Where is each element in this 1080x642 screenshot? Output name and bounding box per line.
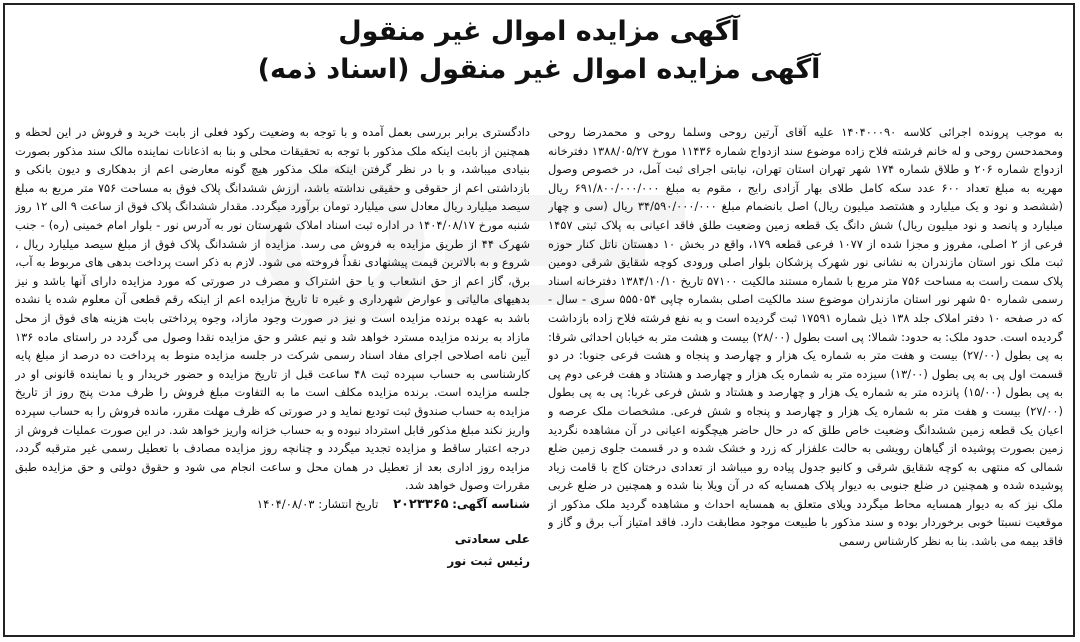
notice-body [15,123,1063,629]
signer-name: علی سعادتی [454,532,530,547]
notice-frame [3,3,1075,637]
body-paragraph-right: به موجب پرونده اجرائی کلاسه ۱۴۰۴۰۰۰۹۰ علیه آقای آرتین روحی وسلما روحی و محمدرضا روحی ومحمدحسن روحی و له خانم فرشته فلاح زاده موضوع سند ازدواج شماره ۱۱۴۳۶ مورخ ۱۳۸۸/۰۵/۲۷ دفترخانه ازدواج شماره ۲۰۶ و طلاق شماره ۱۷۴ شهر تهران استان تهران، نیابتی اجرای ثبت آمل، در خصوص وصول مهریه به مبلغ تعداد ۶۰۰ عدد سکه کامل طلای بهار آزادی رایج ، مقوم به مبلغ ۶۹۱/۸۰۰/۰۰۰/۰۰۰ ریال (ششصد و نود و یک میلیارد و هشتصد میلیون ریال) اصل بانضمام مبلغ ۳۴/۵۹۰/۰۰۰/۰۰۰ ریال (سی و چهار میلیارد و پانصد و نود میلیون ریال) شش دانگ یک قطعه زمین وضعیت طلق فاقد اعیانی به پلاک ثبتی ۱۴۵۷ فرعی از ۲ اصلی، مفروز و مجزا شده از ۱۰۷۷ فرعی قطعه ۱۷۹، واقع در بخش ۱۰ دهستان ناتل کنار حوزه ثبت ملک نور استان مازندران به نشانی نور شهرک پزشکان بلوار اصلی ورودی کوچه شقایق شرقی دومین پلاک سمت راست به مساحت ۷۵۶ متر مربع با شماره مستند مالکیت ۵۷۱۰۰ تاریخ ۱۳۸۴/۱۰/۱۰ دفترخانه اسناد رسمی شماره ۵۰ شهر نور استان مازندران موضوع سند مالکیت اصلی بشماره چاپی ۵۵۵۰۵۴ سری - سال - که در صفحه ۱۰ دفتر املاک جلد ۱۳۸ ذیل شماره ۱۷۵۹۱ ثبت گردیده است و به نفع فرشته فلاح زاده بازداشت گردیده است. حدود ملک: به حدود: شمالا: پی است بطول (۲۸/۰۰) بیست و هشت متر به خیابان احداثی شرقا: به پی بطول (۲۷/۰۰) بیست و هفت متر به شماره یک هزار و چهارصد و پنجاه و هشت فرعی جنوبا: در دو قسمت اول پی به پی بطول (۱۳/۰۰) سیزده متر به شماره یک هزار و چهارصد و هشتاد و هفت فرعی دوم پی به پی بطول (۱۵/۰۰) پانزده متر به شماره یک هزار و چهارصد و هشتاد و شش فرعی غربا: پی به پی بطول (۲۷/۰۰) بیست و هفت متر به شماره یک هزار و چهارصد و پنجاه و شش فرعی. مشخصات ملک عرصه و اعیان یک قطعه زمین ششدانگ وضعیت خاص طلق که در حال حاضر هیچگونه اعیانی در آن مشاهده نگردید زمین بصورت پوشیده از گیاهان رویشی به حالت علفزار که زرد و خشک شده و در قسمت جلوی زمین ضلع شمالی که منتهی به کوچه شقایق شرقی و کانیو جدول پیاده رو میباشد از تعدادی درختان کاج با قامت زیاد پوشیده شده و همچنین در ضلع جنوبی به دیوار پلاک همسایه که در آن ویلا بنا شده و همچنین در ضلع غربی ملک نیز که به دیوار همسایه محاط میگردد ویلای متعلق به همسایه احداث و مشاهده گردید ملک مذکور از موقعیت نسبتا خوبی برخوردار بوده و سند مذکور با طبیعت موجود مطابقت دارد. فاقد امتیاز آب برق و گاز و فاقد بیمه می باشد. بنا به نظر کارشناس رسمی [548,125,1063,549]
notice-meta [15,495,530,515]
body-column-right [548,123,1063,629]
body-paragraph-left: دادگستری برابر بررسی بعمل آمده و با توجه به وضعیت رکود فعلی از بابت خرید و فروش در این لحظه و همچنین از بابت اینکه ملک مذکور با توجه به تحقیقات محلی و بنا به اذعانات نماینده مالک سند مذکور بصورت بنیادی میباشد، و با در نظر گرفتن اینکه ملک مذکور هیچ گونه معارضی اعم از بدهکاری و دیون بانکی و بازداشتی اعم از حقوقی و حقیقی نداشته باشد، ارزش ششدانگ پلاک فوق به مساحت ۷۵۶ متر مربع به مبلغ سیصد میلیارد ریال معادل سی میلیارد تومان برآورد میگردد. مقدار ششدانگ پلاک فوق از ساعت ۹ الی ۱۲ روز شنبه مورخ ۱۴۰۴/۰۸/۱۷ در اداره ثبت اسناد املاک شهرستان نور به آدرس نور - بلوار امام خمینی (ره) - جنب شهرک ۴۴ از طریق مزایده به فروش می رسد. مزایده از ششدانگ پلاک فوق از مبلغ سیصد میلیارد ریال ، شروع و به بالاترین قیمت پیشنهادی نقداً فروخته می شود. لازم به ذکر است پرداخت بدهی های مربوط به آب، برق، گاز اعم از حق انشعاب و یا حق اشتراک و مصرف در صورتی که مورد مزایده دارای آنها باشد و نیز بدهیهای مالیاتی و عوارض شهرداری و غیره تا تاریخ مزایده اعم از اینکه رقم قطعی آن معلوم شده یا نشده باشد به عهده برنده مزایده است و نیز در صورت وجود مازاد، وجوه پرداختی بابت هزینه های فوق از محل مازاد به برنده مزایده مسترد خواهد شد و نیم عشر و حق مزایده نقدا وصول می گردد در راستای ماده ۱۳۶ آیین نامه اصلاحی اجرای مفاد اسناد رسمی شرکت در جلسه مزایده منوط به پرداخت ده درصد از مبلغ پایه کارشناسی به حساب سپرده ثبت ۴۸ ساعت قبل از تاریخ مزایده و حضور خریدار و یا نماینده قانونی او در جلسه مزایده است. برنده مزایده مکلف است ما به التفاوت مبلغ فروش را ظرف مدت پنج روز از تاریخ مزایده به حساب صندوق ثبت تودیع نماید و در صورتی که ظرف مهلت مقرر، مانده فروش را به حساب سپرده واریز نکند مبلغ مذکور قابل استرداد نبوده و به حساب خزانه واریز خواهد شد. در این صورت عملیات فروش از درجه اعتبار ساقط و مزایده تجدید میگردد و چنانچه روز مزایده مصادف با تعطیل رسمی غیر مترقبه گردد، مزایده روز اداری بعد از تعطیل در همان محل و ساعت انجام می شود و حقوق دولتی و حق مزایده طبق مقررات وصول خواهد شد. [15,125,530,493]
notice-id-value: ۲۰۲۳۳۶۵ [393,496,449,512]
publish-date-label: تاریخ انتشار: [318,496,379,511]
notice-header [5,13,1073,89]
notice-title: آگهی مزایده اموال غیر منقول [338,16,740,47]
body-column-left [15,123,530,629]
signer-title: رئیس ثبت نور [447,554,530,569]
signature-block [15,528,530,572]
notice-id-label: شناسه آگهی: [452,496,530,511]
publish-date-value: ۱۴۰۴/۰۸/۰۳ [256,496,315,511]
notice-subtitle: آگهی مزایده اموال غیر منقول (اسناد ذمه) [257,54,821,85]
